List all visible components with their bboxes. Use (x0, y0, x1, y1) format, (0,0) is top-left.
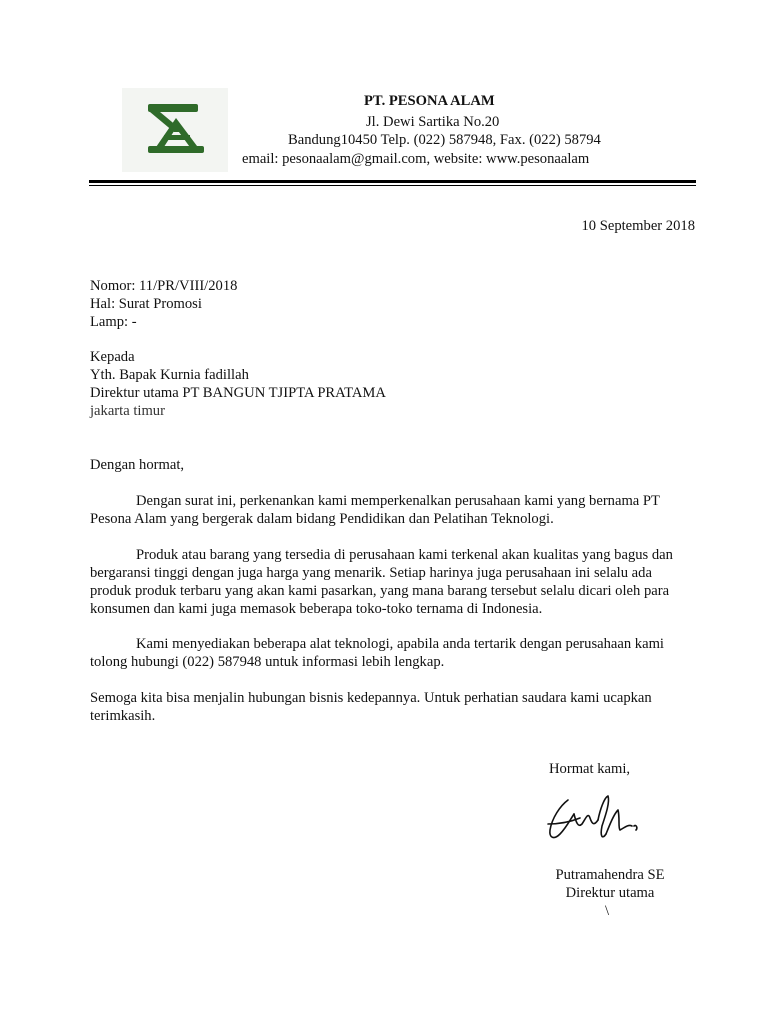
letter-date: 10 September 2018 (581, 218, 695, 234)
letter-attachment: Lamp: - (90, 314, 137, 330)
header-divider-thin (89, 185, 696, 186)
greeting: Dengan hormat, (90, 457, 185, 473)
letter-number: Nomor: 11/PR/VIII/2018 (90, 278, 238, 294)
recipient-to: Kepada (90, 349, 135, 365)
paragraph-closing: Semoga kita bisa menjalin hubungan bisnis kedepannya. Untuk perhatian saudara kami ucapkan terimkasih. (90, 690, 652, 724)
handwritten-signature-icon (540, 784, 650, 854)
recipient-location: jakarta timur (90, 403, 165, 419)
header-divider-thick (89, 180, 696, 183)
company-address: Jl. Dewi Sartika No.20 (366, 114, 500, 130)
stray-mark: \ (605, 903, 610, 919)
recipient-name: Yth. Bapak Kurnia fadillah (90, 367, 249, 383)
signer-position: Direktur utama (565, 885, 655, 901)
company-logo-icon (122, 88, 228, 172)
company-name: PT. PESONA ALAM (364, 93, 495, 109)
company-city-phone: Bandung10450 Telp. (022) 587948, Fax. (022) 58794 (288, 132, 601, 148)
paragraph-products: Produk atau barang yang tersedia di perusahaan kami terkenal akan kualitas yang bagus dan bergaransi tinggi dengan juga harga yang menarik. Setiap harinya juga perusahaan ini selalu ada produk produk terbaru yang akan kami pasarkan, yang mana barang tersebut selalu dicari oleh para konsumen dan kami juga memasok beberapa toko-toko ternama di Indonesia. (90, 547, 673, 617)
signer-name: Putramahendra SE (555, 867, 665, 883)
paragraph-intro: Dengan surat ini, perkenankan kami memperkenalkan perusahaan kami yang bernama PT Pesona Alam yang bergerak dalam bidang Pendidikan dan Pelatihan Teknologi. (90, 493, 660, 527)
recipient-title: Direktur utama PT BANGUN TJIPTA PRATAMA (90, 385, 386, 401)
letter-subject: Hal: Surat Promosi (90, 296, 202, 312)
paragraph-contact: Kami menyediakan beberapa alat teknologi, apabila anda tertarik dengan perusahaan kami tolong hubungi (022) 587948 untuk informasi lebih lengkap. (90, 636, 664, 670)
closing-salutation: Hormat kami, (549, 761, 631, 777)
company-contact: email: pesonaalam@gmail.com, website: www.pesonaalam (242, 151, 590, 167)
